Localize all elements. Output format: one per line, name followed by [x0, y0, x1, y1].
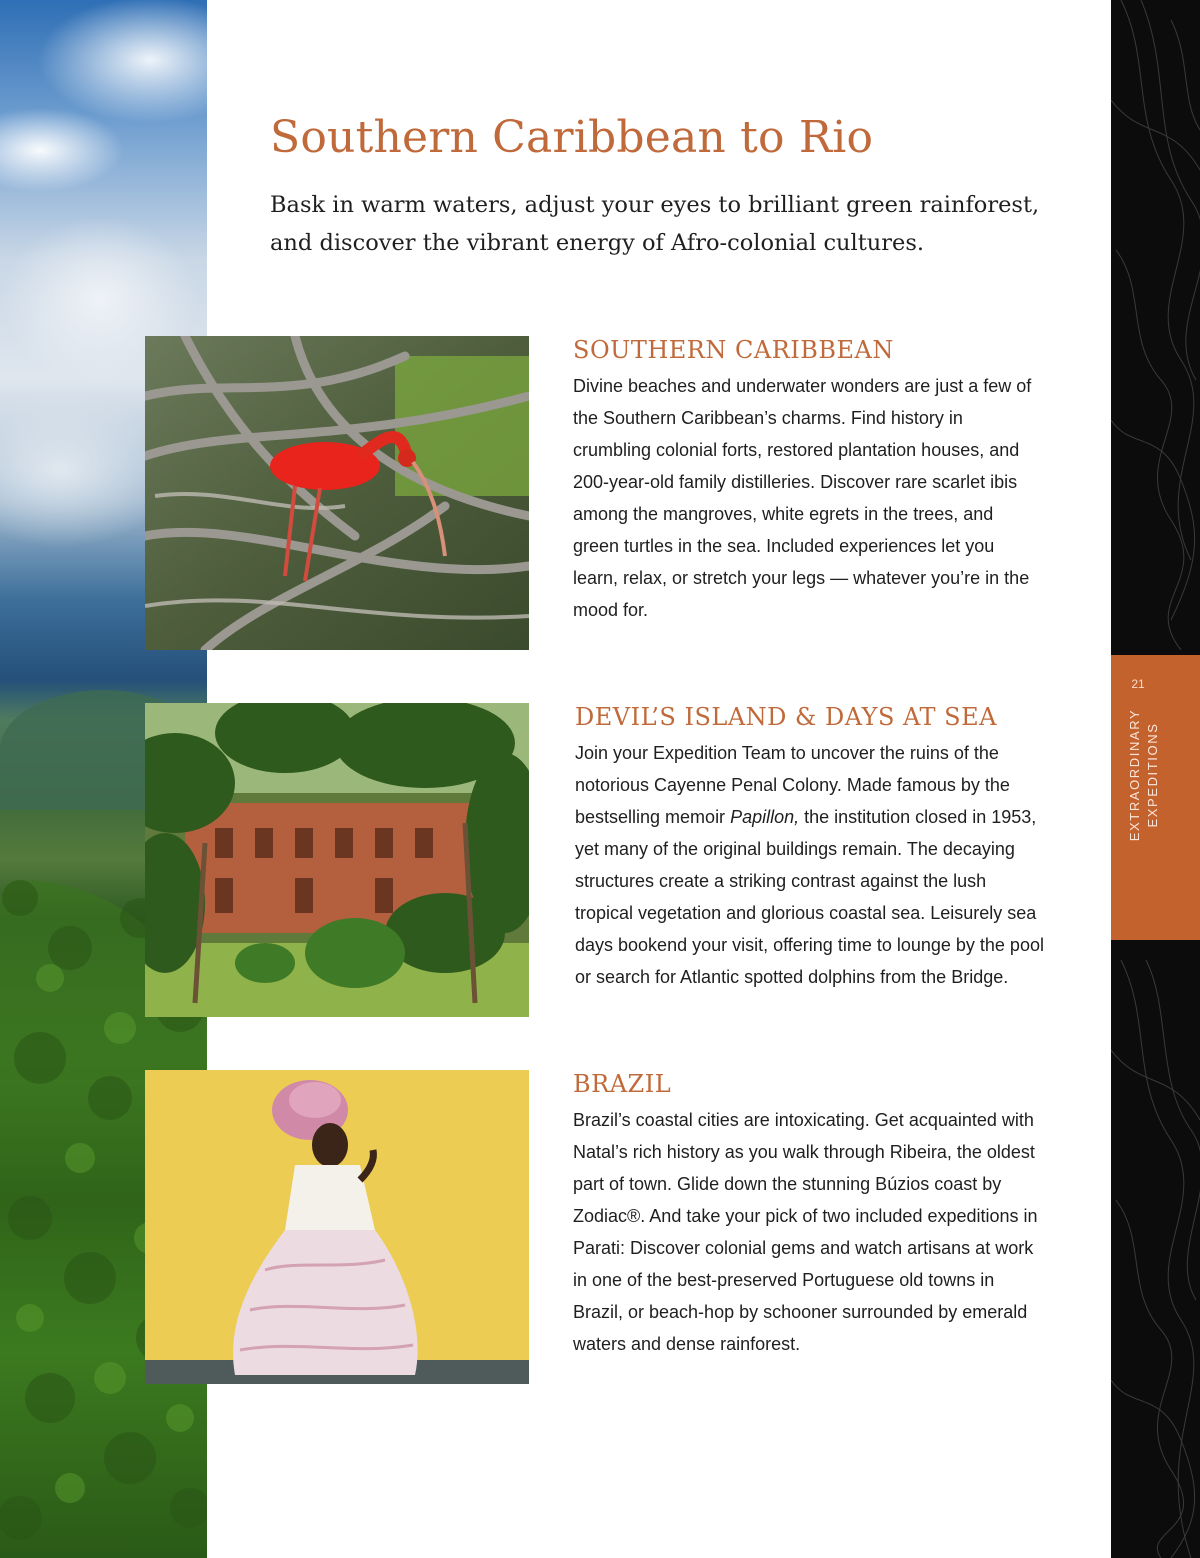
section-body: Brazil’s coastal cities are intoxicating. Get acquainted with Natal’s rich history as you walk through Ribeira, the oldest part of town. Glide down the stunning Búzios coast by Zodiac®. And take your pick of two included expeditions in Parati: Discover colonial gems and watch artisans at work in one of the best-preserved Portuguese old towns in Brazil, or beach-hop by schooner surrounded by emerald waters and dense rainforest. [573, 1110, 1038, 1354]
scarlet-ibis-photo [145, 336, 529, 650]
side-tab-label [1126, 670, 1162, 880]
section-body: Divine beaches and underwater wonders are just a few of the Southern Caribbean’s charms. Find history in crumbling colonial forts, restored plantation houses, and 200-year-old family distilleries. Discover rare scarlet ibis among the mangroves, white egrets in the trees, and green turtles in the sea. Included experiences let you learn, relax, or stretch your legs — whatever you’re in the mood for. [573, 376, 1032, 620]
body-text-before: Join your Expedition Team to uncover the ruins of the notorious Cayenne Penal Colony. Made famous by the bestselling memoir [575, 743, 1010, 827]
section-body [575, 737, 1045, 993]
page-title: Southern Caribbean to Rio [270, 112, 874, 163]
body-text-after: the institution closed in 1953, yet many of the original buildings remain. The decaying structures create a striking contrast against the lush tropical vegetation and glorious coastal sea. Leisurely sea days bookend your visit, offering time to lounge by the pool or search for Atlantic spotted dolphins from the Bridge. [575, 807, 1044, 987]
book-title: Papillon, [730, 807, 800, 827]
devils-island-ruins-photo [145, 703, 529, 1017]
section-devils-island [575, 703, 1075, 993]
section-heading: SOUTHERN CARIBBEAN [573, 336, 894, 364]
side-tab-line-1: EXTRAORDINARY [1127, 708, 1142, 842]
bahian-woman-photo [145, 1070, 529, 1384]
side-tab-line-2: EXPEDITIONS [1145, 722, 1160, 828]
section-brazil [573, 1070, 1073, 1360]
page-number: 21 [1131, 677, 1145, 691]
intro-text: Bask in warm waters, adjust your eyes to brilliant green rainforest, and discover the vibrant energy of Afro-colonial cultures. [270, 192, 1040, 256]
section-heading: BRAZIL [573, 1070, 672, 1098]
section-southern-caribbean [573, 336, 1073, 626]
section-heading: DEVIL’S ISLAND & DAYS AT SEA [575, 703, 997, 731]
